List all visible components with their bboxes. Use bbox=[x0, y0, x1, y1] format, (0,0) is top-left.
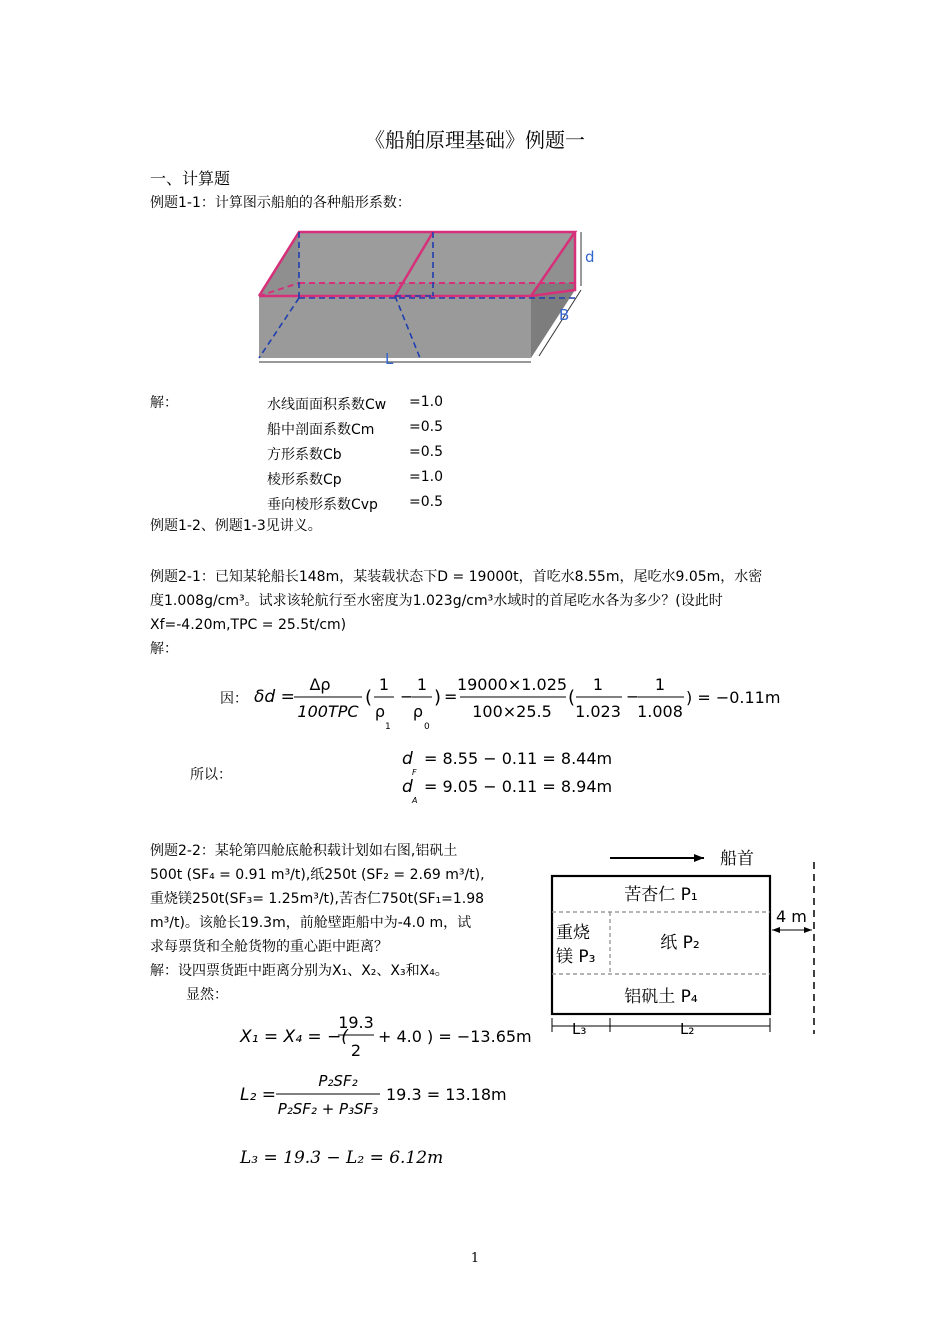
coef-row bbox=[267, 469, 443, 489]
svg-text:1: 1 bbox=[654, 675, 666, 694]
example-2-1-line: 度1.008g/cm³。试求该轮航行至水密度为1.023g/cm³水域时的首尾吃水各为多少？(设此时 bbox=[150, 593, 723, 609]
svg-text:L₂ =: L₂ = bbox=[240, 1085, 276, 1105]
svg-text:19.3: 19.3 bbox=[338, 1013, 374, 1032]
coef-name: 棱形系数Cp bbox=[267, 472, 342, 488]
draft-results bbox=[398, 744, 638, 808]
equation-l2 bbox=[236, 1068, 536, 1132]
cargo-p1-label: 苦杏仁 P₁ bbox=[624, 885, 698, 905]
dim-l3-label: L₃ bbox=[572, 1020, 587, 1038]
svg-text:2: 2 bbox=[350, 1041, 362, 1060]
cargo-p2-label: 纸 P₂ bbox=[660, 933, 700, 953]
density-equation bbox=[250, 670, 780, 732]
because-label: 因： bbox=[220, 691, 248, 707]
svg-text:P₂SF₂: P₂SF₂ bbox=[318, 1072, 358, 1090]
bow-label: 船首 bbox=[720, 849, 754, 869]
coef-value: =1.0 bbox=[409, 469, 443, 485]
svg-text:ρ: ρ bbox=[374, 702, 386, 721]
svg-text:1.023: 1.023 bbox=[575, 702, 621, 721]
svg-text:−: − bbox=[400, 687, 414, 706]
svg-text:) = −0.11m: ) = −0.11m bbox=[686, 688, 780, 707]
equation-x1-x4 bbox=[236, 1010, 536, 1066]
coef-value: =0.5 bbox=[409, 444, 443, 460]
distance-label: 4 m bbox=[776, 907, 807, 926]
dim-l2-label: L₂ bbox=[680, 1020, 695, 1038]
example-2-2-line: m³/t)。该舱长19.3m，前舱壁距船中为-4.0 m，试 bbox=[150, 915, 472, 931]
svg-text:1.008: 1.008 bbox=[637, 702, 683, 721]
box-ship-figure bbox=[255, 228, 595, 368]
example-2-1-line: 例题2-1：已知某轮船长148m，某装载状态下D = 19000t，首吃水8.55m，尾吃水9.05m，水密 bbox=[150, 569, 763, 585]
coef-value: =0.5 bbox=[409, 494, 443, 510]
cargo-p3-label: 镁 P₃ bbox=[556, 947, 596, 967]
svg-text:(: ( bbox=[568, 687, 576, 708]
svg-text:δd =: δd = bbox=[254, 687, 295, 707]
example-2-2-line: 500t (SF₄ = 0.91 m³/t),纸250t (SF₂ = 2.69 m³/t), bbox=[150, 867, 485, 883]
coef-name: 垂向棱形系数Cvp bbox=[267, 497, 378, 513]
coef-name: 船中剖面系数Cm bbox=[267, 422, 375, 438]
dim-d-label: d bbox=[585, 248, 595, 266]
svg-text:X₁ = X₄ = −(: X₁ = X₄ = −( bbox=[240, 1027, 348, 1047]
svg-text:100×25.5: 100×25.5 bbox=[472, 702, 552, 721]
svg-text:ρ: ρ bbox=[412, 702, 424, 721]
section-heading: 一、计算题 bbox=[150, 169, 231, 188]
svg-text:100TPC: 100TPC bbox=[297, 702, 359, 721]
example-2-1-line: Xf=-4.20m,TPC = 25.5t/cm) bbox=[150, 617, 347, 633]
svg-text:A: A bbox=[412, 796, 418, 805]
equation-l3: L₃ = 19.3 − L₂ = 6.12m bbox=[240, 1148, 444, 1168]
coef-row bbox=[267, 494, 443, 514]
svg-text:1: 1 bbox=[592, 675, 604, 694]
dim-B-label: B bbox=[559, 306, 570, 324]
svg-text:P₂SF₂ + P₃SF₃: P₂SF₂ + P₃SF₃ bbox=[277, 1100, 379, 1118]
cargo-p3-label: 重烧 bbox=[556, 923, 590, 943]
page-number: 1 bbox=[470, 1251, 480, 1266]
cargo-p4-label: 铝矾土 P₄ bbox=[624, 987, 698, 1007]
therefore-label: 所以： bbox=[190, 767, 232, 783]
example-2-2-line: 显然： bbox=[186, 987, 228, 1003]
svg-text:0: 0 bbox=[424, 722, 430, 732]
page-title: 《船舶原理基础》例题一 bbox=[365, 128, 585, 152]
svg-text:=: = bbox=[444, 687, 458, 706]
solution-label: 解： bbox=[150, 641, 178, 657]
example-2-2-line: 例题2-2：某轮第四舱底舱积载计划如右图,铝矾土 bbox=[150, 843, 458, 859]
front-face bbox=[259, 296, 531, 358]
svg-text:F: F bbox=[412, 768, 417, 777]
svg-text:Δρ: Δρ bbox=[309, 675, 331, 694]
example-2-2-line: 重烧镁250t(SF₃= 1.25m³/t),苦杏仁750t(SF₁=1.98 bbox=[150, 891, 485, 907]
example-1-1-prompt: 例题1-1：计算图示船舶的各种船形系数： bbox=[150, 195, 411, 211]
svg-text:+ 4.0 ) = −13.65m: + 4.0 ) = −13.65m bbox=[378, 1027, 532, 1046]
coef-value: =0.5 bbox=[409, 419, 443, 435]
svg-text:1: 1 bbox=[378, 675, 390, 694]
svg-text:= 9.05 − 0.11 = 8.94m: = 9.05 − 0.11 = 8.94m bbox=[424, 777, 613, 796]
svg-text:(: ( bbox=[365, 687, 373, 708]
example-note: 例题1-2、例题1-3见讲义。 bbox=[150, 518, 322, 534]
svg-text:19.3 = 13.18m: 19.3 = 13.18m bbox=[386, 1085, 507, 1104]
svg-text:19000×1.025: 19000×1.025 bbox=[456, 675, 568, 694]
example-2-2-line: 解：设四票货距中距离分别为X₁、X₂、X₃和X₄。 bbox=[150, 963, 449, 979]
hold-stowage-figure bbox=[548, 842, 824, 1038]
coef-row bbox=[267, 444, 443, 464]
svg-text:1: 1 bbox=[385, 722, 391, 732]
coef-value: =1.0 bbox=[409, 394, 443, 410]
svg-text:1: 1 bbox=[416, 675, 428, 694]
example-2-2-line: 求每票货和全舱货物的重心距中距离？ bbox=[150, 939, 388, 955]
solution-label: 解： bbox=[150, 395, 178, 411]
coef-name: 方形系数Cb bbox=[267, 447, 342, 463]
dim-L-label: L bbox=[385, 350, 394, 368]
svg-text:= 8.55 − 0.11 = 8.44m: = 8.55 − 0.11 = 8.44m bbox=[424, 749, 613, 768]
svg-text:): ) bbox=[434, 687, 442, 708]
svg-text:−: − bbox=[626, 687, 640, 706]
svg-text:d: d bbox=[402, 749, 413, 769]
coef-name: 水线面面积系数Cw bbox=[267, 397, 387, 413]
coef-row bbox=[267, 419, 443, 439]
coef-row bbox=[267, 394, 443, 414]
svg-text:d: d bbox=[402, 777, 413, 797]
